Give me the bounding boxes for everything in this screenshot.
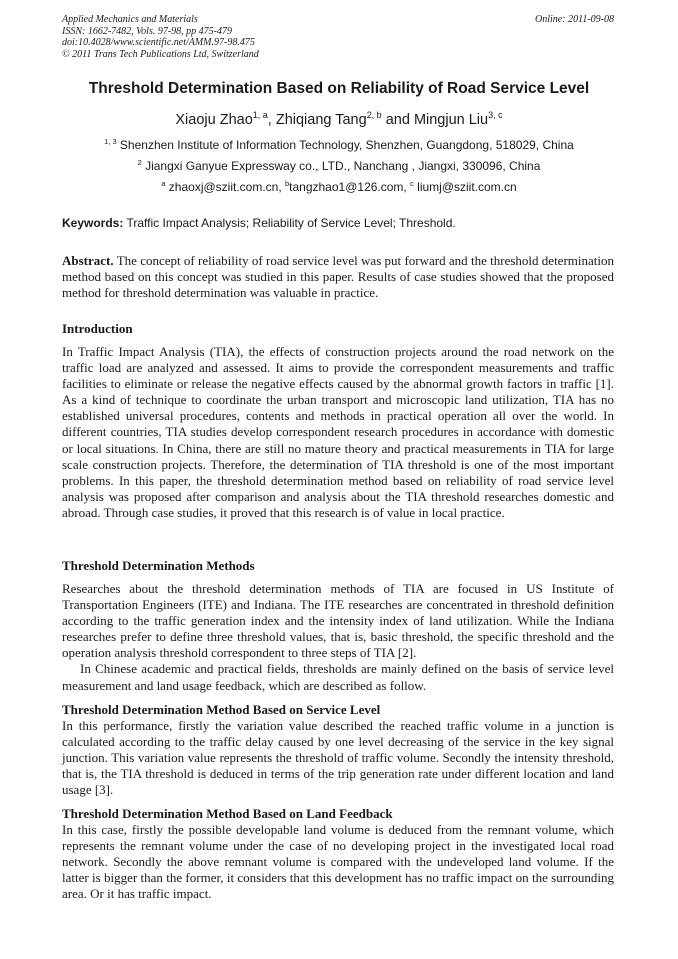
- copyright-line: © 2011 Trans Tech Publications Ltd, Switzerland: [62, 48, 259, 60]
- affiliation-line: $^{1, 3}$ Shenzhen Institute of Information Technology, Shenzhen, Guangdong, 518029, China: [104, 137, 574, 152]
- paragraph: Researches about the threshold determination methods of TIA are focused in US Institute of Transportation Engineers (ITE) and Indiana. The ITE researches are concentrated in threshold definition according to the traffic generation index and the intensity index of land utilization. While the Indiana researches prefer to define three threshold values, that is, basic threshold, the specific threshold and the operation analysis threshold correspondent to three steps of TIA [2].: [62, 581, 614, 661]
- author-affiliation-mark: 3, c: [488, 110, 503, 121]
- keywords-text: Traffic Impact Analysis; Reliability of Service Level; Threshold.: [126, 216, 456, 230]
- author-affiliation-mark: 1, a: [252, 110, 268, 121]
- methods-text: [62, 581, 614, 694]
- subsection-heading: Threshold Determination Method Based on Service Level: [62, 702, 381, 717]
- issn-line: ISSN: 1662-7482, Vols. 97-98, pp 475-479: [62, 25, 232, 37]
- email: tangzhao1@126.com,: [289, 180, 411, 194]
- section-heading: Threshold Determination Methods: [62, 558, 255, 573]
- keywords: [62, 216, 614, 230]
- abstract-label: Abstract.: [62, 253, 114, 268]
- introduction-text: In Traffic Impact Analysis (TIA), the effects of construction projects around the road network on the traffic load are analyzed and assessed. It aims to provide the correspondent measurements and traffic facilities to eliminate or release the negative effects caused by the abnormal growth factors in traffic [1]. As a kind of technique to coordinate the urban transport and microscopic land utilization, TIA has no established universal procedures, contents and methods in practical operation all over the world. In different countries, TIA studies develop correspondent research procedures in accordance with domestic or local situations. In China, there are still no mature theory and practical measurements in TIA for large scale construction projects. Therefore, the determination of TIA threshold is one of the most important problems. In this paper, the threshold determination method based on reliability of road service level analysis was proposed after comparison and analysis about the TIA threshold researches domestic and abroad. Through case studies, it proved that this research is of value in local practice.: [62, 344, 614, 520]
- service-level-text: In this performance, firstly the variation value described the reached traffic volume in a junction is calculated according to the traffic delay caused by one level decreasing of the service in the key signal junction. This variation value represents the threshold of traffic volume. Secondly the intensity threshold, that is, the TIA threshold is deduced in terms of the trip generation rate under different location and land usage [3].: [62, 718, 614, 798]
- online-date: Online: 2011-09-08: [535, 14, 614, 25]
- author-name: Xiaoju Zhao: [175, 112, 253, 128]
- paper-title: Threshold Determination Based on Reliability of Road Service Level: [88, 80, 590, 97]
- paragraph: In Chinese academic and practical fields, thresholds are mainly defined on the basis of service level measurement and land usage feedback, which are described as follow.: [62, 661, 614, 693]
- section-heading: Introduction: [62, 321, 133, 336]
- email: liumj@sziit.com.cn: [417, 180, 517, 194]
- author-affiliation-mark: 2, b: [366, 110, 382, 121]
- keywords-label: Keywords:: [62, 216, 124, 230]
- journal-header: [62, 14, 259, 60]
- doi-line: doi:10.4028/www.scientific.net/AMM.97-98.475: [62, 37, 255, 48]
- land-feedback-text: In this case, firstly the possible developable land volume is deduced from the remnant volume, which represents the remnant volume under the case of no developing project in the investigated local road network. Secondly the above remnant volume is compared with the undeveloped land volume. If the latter is bigger than the former, it considers that this development has no traffic impact on the surrounding area. Or it has traffic impact.: [62, 822, 614, 902]
- abstract: [62, 253, 614, 301]
- author-name: Zhiqiang Tang: [275, 112, 367, 128]
- affiliation-line: $^2$ Jiangxi Ganyue Expressway co., LTD., Nanchang , Jiangxi, 330096, China: [137, 158, 541, 173]
- subsection-heading: Threshold Determination Method Based on Land Feedback: [62, 806, 393, 821]
- author-line: Xiaoju Zhao$^{1, a}$, Zhiqiang Tang$^{2, b}$ and Mingjun Liu$^{3, c}$: [175, 110, 503, 128]
- abstract-text: The concept of reliability of road service level was put forward and the threshold determination method based on this concept was studied in this paper. Results of case studies showed that the proposed method for threshold determination was valuable in practice.: [62, 253, 614, 301]
- email: zhaoxj@sziit.com.cn,: [168, 180, 286, 194]
- author-name: Mingjun Liu: [413, 112, 489, 128]
- journal-name: Applied Mechanics and Materials: [62, 14, 198, 25]
- email-line: $^a$ zhaoxj@sziit.com.cn, $^b$tangzhao1@126.com, $^c$ liumj@sziit.com.cn: [161, 179, 517, 194]
